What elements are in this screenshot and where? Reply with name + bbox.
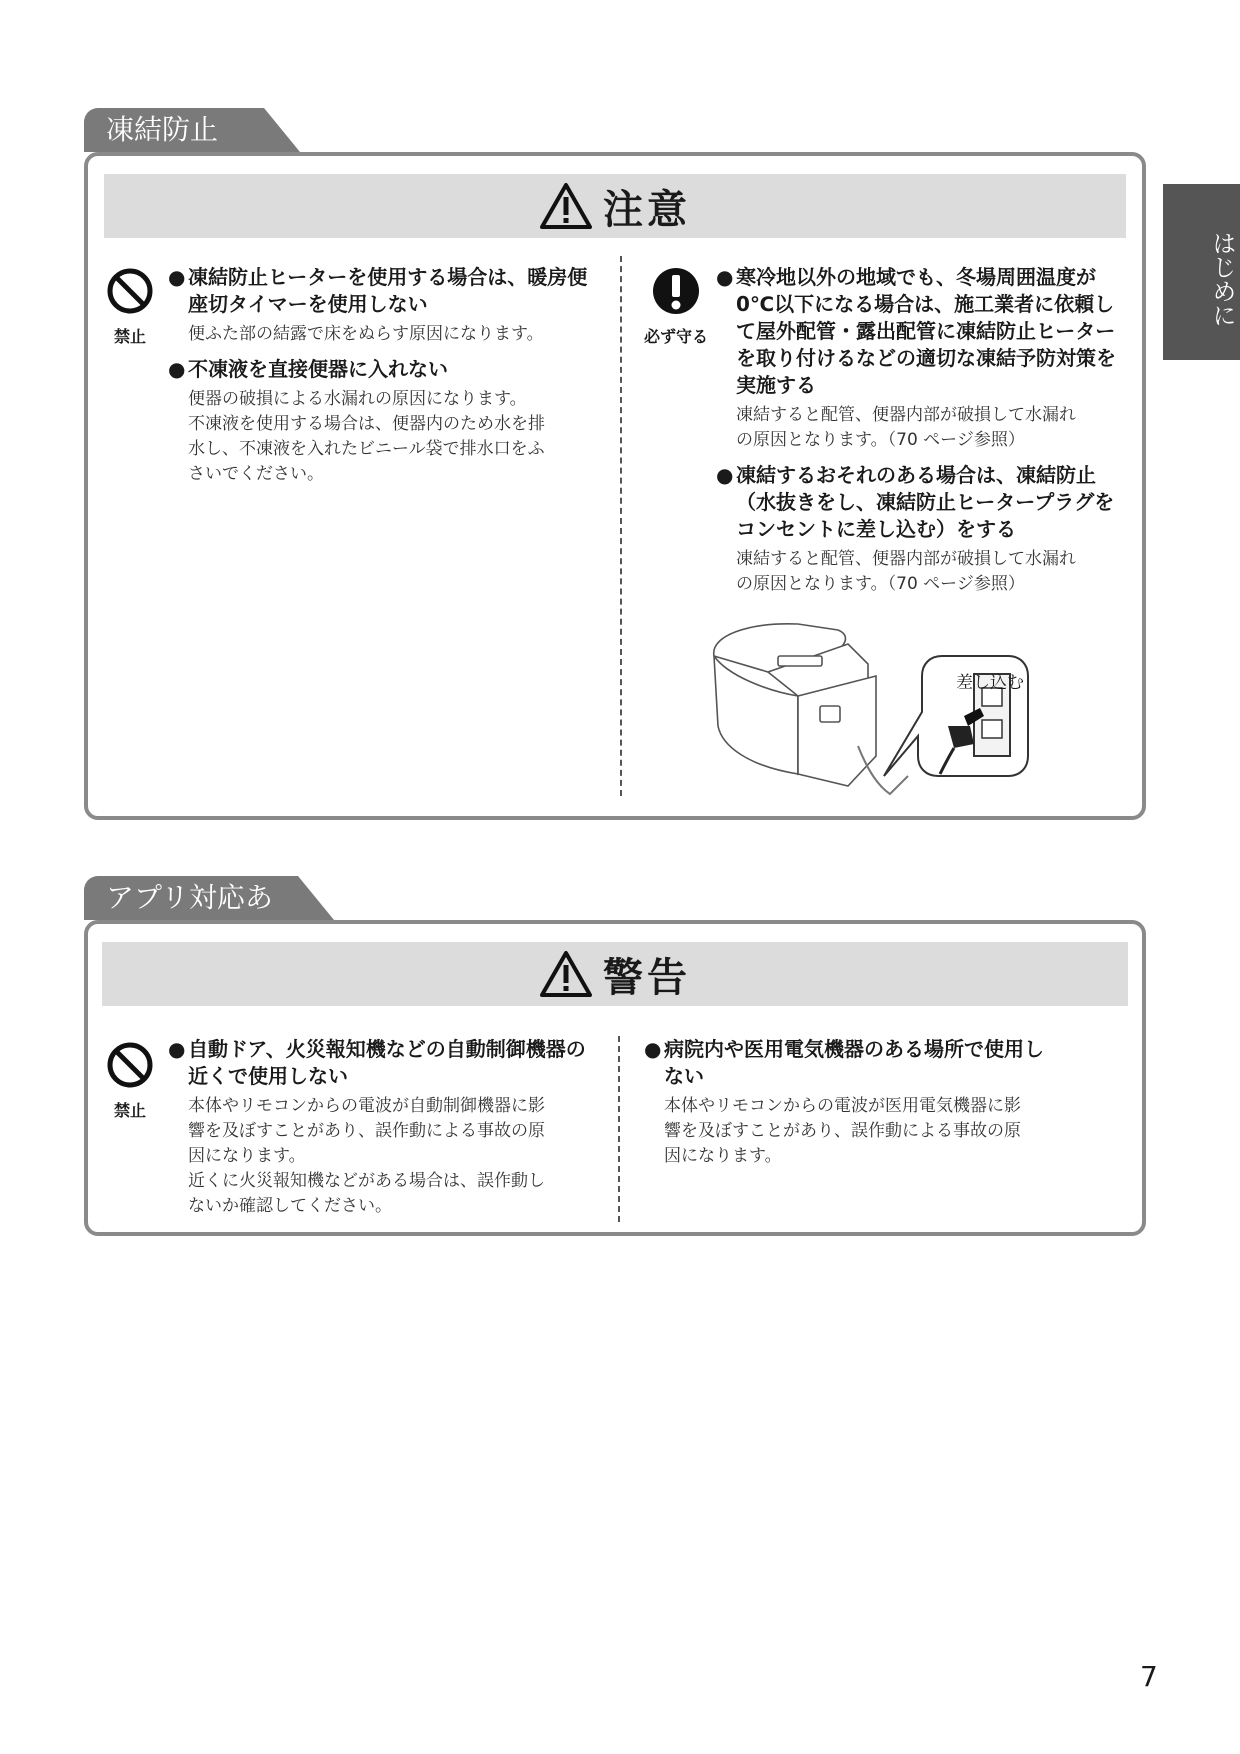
app-section xyxy=(84,876,1146,1236)
item-description xyxy=(716,403,1136,453)
heading-line: 近くで使用しない xyxy=(188,1064,348,1088)
desc-line: 本体やリモコンからの電波が自動制御機器に影 xyxy=(188,1096,545,1116)
exclamation-circle-icon xyxy=(651,266,701,316)
item-description xyxy=(716,547,1136,597)
column-divider xyxy=(618,1036,620,1222)
heading-line: コンセントに差し込む）をする xyxy=(736,517,1016,541)
heading-line: 自動ドア、火災報知機などの自動制御機器の xyxy=(188,1037,586,1061)
page-number: 7 xyxy=(1140,1660,1158,1693)
callout-label-insert: 差し込む xyxy=(956,673,1024,693)
bullet: ● xyxy=(716,265,734,289)
item-heading xyxy=(716,264,1136,399)
toilet-heater-illustration xyxy=(708,616,1128,816)
freeze-right-item-1 xyxy=(716,264,1136,453)
desc-line: 便器の破損による水漏れの原因になります。 xyxy=(188,389,527,409)
app-left-item-1 xyxy=(168,1036,608,1219)
column-divider xyxy=(620,256,622,796)
heading-line: 寒冷地以外の地域でも、冬場周囲温度が xyxy=(736,265,1096,289)
prohibited-symbol xyxy=(100,266,160,347)
bullet: ● xyxy=(168,265,186,289)
heading-line: ない xyxy=(664,1064,704,1088)
heading-line: 凍結防止ヒーターを使用する場合は、暖房便 xyxy=(188,265,588,289)
freeze-left-item-2 xyxy=(168,356,608,487)
prohibited-label: 禁止 xyxy=(113,327,146,346)
item-heading xyxy=(644,1036,1104,1090)
banner-title: 注意 xyxy=(603,186,691,233)
item-description xyxy=(168,322,608,347)
desc-line: 水し、不凍液を入れたビニール袋で排水口をふ xyxy=(188,439,545,459)
heading-line: 凍結するおそれのある場合は、凍結防止 xyxy=(736,463,1096,487)
heading-line: 座切タイマーを使用しない xyxy=(188,292,428,316)
caution-banner xyxy=(104,174,1126,238)
item-description xyxy=(168,387,608,487)
side-chapter-tab: はじめに xyxy=(1163,184,1240,360)
freeze-left-item-1 xyxy=(168,264,608,347)
prohibited-icon xyxy=(105,1040,155,1090)
desc-line: さいでください。 xyxy=(188,464,324,484)
desc-line: 近くに火災報知機などがある場合は、誤作動し xyxy=(188,1171,545,1191)
item-description xyxy=(168,1094,608,1219)
heading-line: 病院内や医用電気機器のある場所で使用し xyxy=(664,1037,1044,1061)
bullet: ● xyxy=(716,463,734,487)
heading-line: て屋外配管・露出配管に凍結防止ヒーター xyxy=(736,319,1116,343)
item-heading xyxy=(168,356,608,383)
desc-line: 響を及ぼすことがあり、誤作動による事故の原 xyxy=(188,1121,545,1141)
desc-line: 凍結すると配管、便器内部が破損して水漏れ xyxy=(736,405,1076,425)
desc-line: 因になります。 xyxy=(188,1146,306,1166)
item-heading xyxy=(168,1036,608,1090)
banner-title: 警告 xyxy=(603,954,691,1001)
desc-line: 因になります。 xyxy=(664,1146,782,1166)
bullet: ● xyxy=(168,1037,186,1061)
freeze-right-item-2 xyxy=(716,462,1136,597)
app-box xyxy=(84,920,1146,1236)
desc-line: 不凍液を使用する場合は、便器内のため水を排 xyxy=(188,414,545,434)
warning-triangle-icon xyxy=(539,950,593,998)
item-heading xyxy=(168,264,608,318)
bullet: ● xyxy=(168,357,186,381)
mandatory-symbol xyxy=(636,266,716,347)
freeze-section xyxy=(84,108,1146,820)
desc-line: の原因となります。（70 ページ参照） xyxy=(736,574,1025,594)
freeze-box xyxy=(84,152,1146,820)
bullet: ● xyxy=(644,1037,662,1061)
prohibited-symbol xyxy=(100,1040,160,1121)
item-heading xyxy=(716,462,1136,543)
section-tab-app: アプリ対応あ xyxy=(84,876,298,920)
heading-line: 0℃以下になる場合は、施工業者に依頼し xyxy=(736,292,1115,316)
prohibited-icon xyxy=(105,266,155,316)
heading-line: 不凍液を直接便器に入れない xyxy=(188,357,448,381)
section-tab-freeze: 凍結防止 xyxy=(84,108,264,152)
heading-line: （水抜きをし、凍結防止ヒータープラグを xyxy=(736,490,1115,514)
mandatory-label: 必ず守る xyxy=(643,327,708,346)
app-right-item-1 xyxy=(644,1036,1104,1169)
heading-line: を取り付けるなどの適切な凍結予防対策を xyxy=(736,346,1116,370)
desc-line: ないか確認してください。 xyxy=(188,1196,392,1216)
warning-triangle-icon xyxy=(539,182,593,230)
prohibited-label: 禁止 xyxy=(113,1101,146,1120)
warning-banner xyxy=(102,942,1128,1006)
desc-line: 凍結すると配管、便器内部が破損して水漏れ xyxy=(736,549,1076,569)
desc-line: 便ふた部の結露で床をぬらす原因になります。 xyxy=(188,324,544,344)
desc-line: 本体やリモコンからの電波が医用電気機器に影 xyxy=(664,1096,1021,1116)
desc-line: の原因となります。（70 ページ参照） xyxy=(736,430,1025,450)
item-description xyxy=(644,1094,1104,1169)
desc-line: 響を及ぼすことがあり、誤作動による事故の原 xyxy=(664,1121,1021,1141)
heading-line: 実施する xyxy=(736,373,816,397)
